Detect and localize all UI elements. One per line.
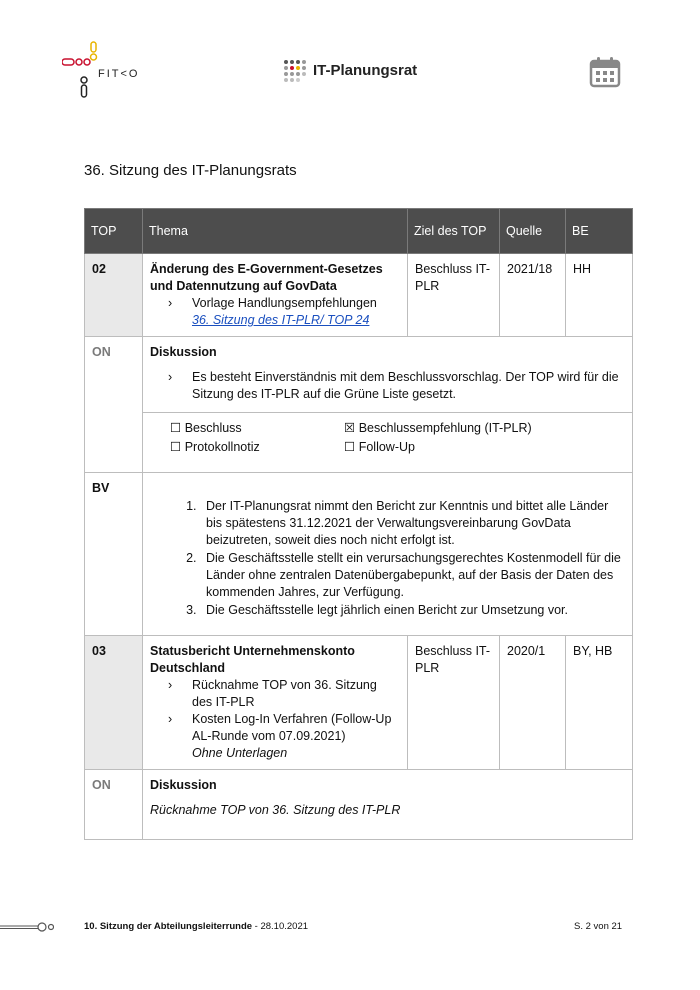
quelle-cell: 2021/18 — [500, 254, 566, 337]
itplr-logo-text: IT-Planungsrat — [313, 62, 418, 79]
ziel-cell: Beschluss IT-PLR — [408, 636, 500, 770]
result-type-cell — [143, 413, 633, 473]
document-link[interactable]: 36. Sitzung des IT-PLR/ TOP 24 — [192, 313, 370, 327]
sub-item-label: Vorlage Handlungsempfehlungen — [192, 296, 377, 310]
topic-title: Änderung des E-Government-Gesetzes und Datennutzung auf GovData — [150, 262, 383, 293]
table-row-top-03 — [85, 636, 633, 770]
chevron-right-icon: › — [168, 712, 173, 726]
column-header-thema: Thema — [143, 209, 408, 254]
fitko-logo-text: FIT<O — [98, 68, 140, 80]
table-row-top-02 — [85, 254, 633, 337]
calendar-icon[interactable] — [589, 56, 621, 88]
topic-title: Statusbericht Unternehmenskonto Deutschland — [150, 644, 355, 675]
footer-date: - 28.10.2021 — [252, 921, 309, 932]
column-header-quelle: Quelle — [500, 209, 566, 254]
on-label: ON — [85, 770, 143, 840]
discussion-text: Rücknahme TOP von 36. Sitzung des IT-PLR — [150, 803, 401, 817]
list-item: 1. Der IT-Planungsrat nimmt den Bericht zur Kenntnis und bittet alle Länder bis spätestens 31.12.2021 der Verwaltungsvereinbarung GovData beizutreten, soweit dies noch nicht erfolgt ist. — [200, 498, 625, 549]
top-number: 03 — [85, 636, 143, 770]
discussion-heading: Diskussion — [150, 345, 217, 359]
agenda-table — [84, 208, 633, 840]
checkbox-protokollnotiz[interactable]: ☐ Protokollnotiz — [170, 440, 260, 454]
discussion-text: Es besteht Einverständnis mit dem Beschlussvorschlag. Der TOP wird für die Sitzung des IT-PLR auf die Grüne Liste gesetzt. — [192, 370, 619, 401]
table-row-checkboxes-02 — [85, 413, 633, 473]
footer-line-icon — [0, 920, 54, 934]
table-row-bv-02 — [85, 473, 633, 636]
discussion-cell — [143, 770, 633, 840]
checkbox-beschlussempfehlung[interactable]: ☒ Beschlussempfehlung (IT-PLR) — [344, 421, 532, 435]
bv-cell — [143, 473, 633, 636]
footer-page-number: S. 2 von 21 — [574, 921, 623, 932]
be-cell: HH — [566, 254, 633, 337]
column-header-be: BE — [566, 209, 633, 254]
column-header-ziel: Ziel des TOP — [408, 209, 500, 254]
chevron-right-icon: › — [168, 296, 173, 310]
quelle-cell: 2020/1 — [500, 636, 566, 770]
discussion-heading: Diskussion — [150, 778, 217, 792]
bv-label: BV — [85, 473, 143, 636]
checkbox-beschluss[interactable]: ☐ Beschluss — [170, 421, 242, 435]
list-item: 2. Die Geschäftsstelle stellt ein verursachungsgerechtes Kostenmodell für die Länder ohne zentralen Datenübergabepunkt, auf der Basis der Daten des kommenden Jahres, zur Verfügung. — [200, 550, 625, 601]
table-row-discussion-02 — [85, 337, 633, 413]
discussion-cell — [143, 337, 633, 413]
thema-cell — [143, 636, 408, 770]
sub-item-label: Rücknahme TOP von 36. Sitzung des IT-PLR — [192, 678, 377, 709]
itplr-logo-icon — [282, 58, 310, 86]
be-cell: BY, HB — [566, 636, 633, 770]
resolution-list — [150, 498, 625, 619]
ziel-cell: Beschluss IT-PLR — [408, 254, 500, 337]
page-title: 36. Sitzung des IT-Planungsrats — [84, 162, 297, 179]
chevron-right-icon: › — [168, 370, 173, 384]
sub-item-label: Kosten Log-In Verfahren (Follow-Up AL-Runde vom 07.09.2021) — [192, 712, 392, 743]
table-header-row — [85, 209, 633, 254]
chevron-right-icon: › — [168, 678, 173, 692]
thema-cell — [143, 254, 408, 337]
top-number: 02 — [85, 254, 143, 337]
on-label: ON — [85, 337, 143, 473]
checkbox-follow-up[interactable]: ☐ Follow-Up — [344, 440, 415, 454]
footer-meeting-title: 10. Sitzung der Abteilungsleiterrunde — [84, 921, 253, 932]
column-header-top: TOP — [85, 209, 143, 254]
footer-meeting-info — [84, 921, 308, 932]
list-item: 3. Die Geschäftsstelle legt jährlich einen Bericht zur Umsetzung vor. — [200, 602, 625, 619]
sub-item-note: Ohne Unterlagen — [192, 746, 288, 760]
table-row-discussion-03 — [85, 770, 633, 840]
